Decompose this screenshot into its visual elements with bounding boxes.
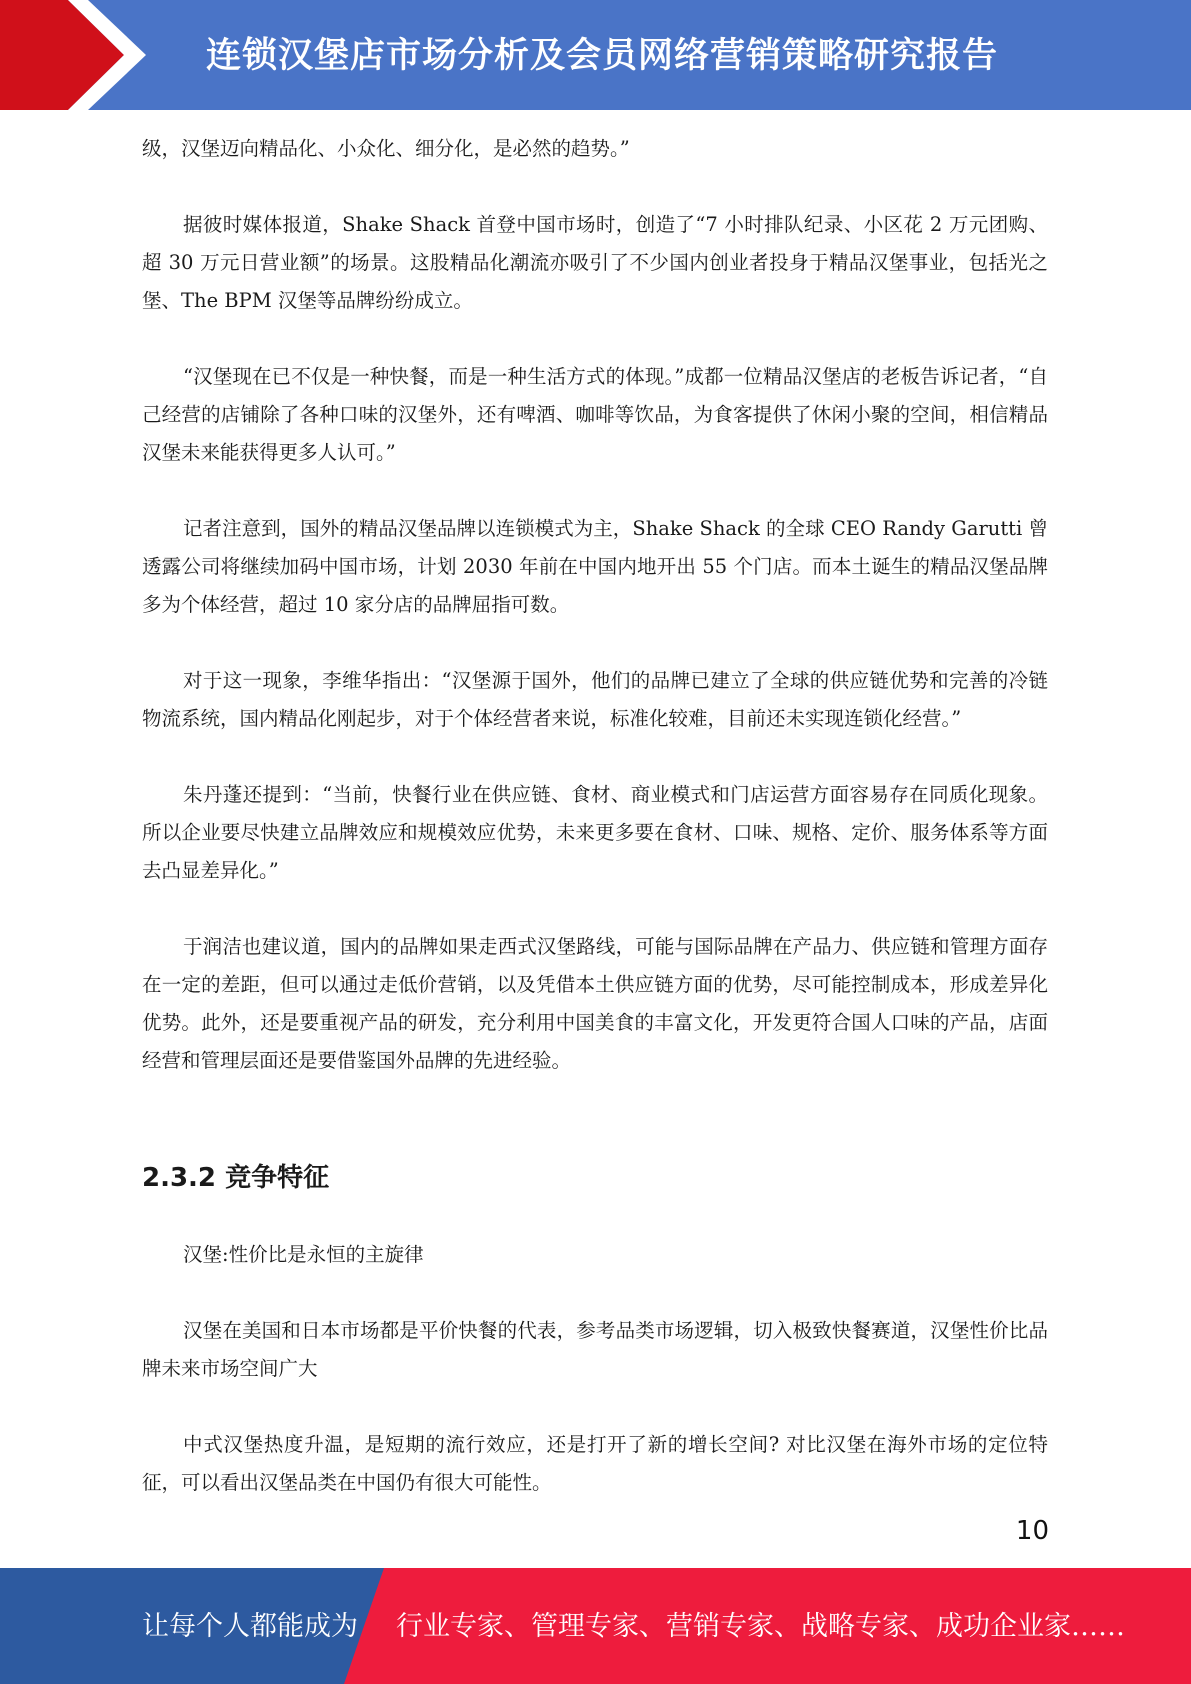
paragraph: 中式汉堡热度升温，是短期的流行效应，还是打开了新的增长空间? 对比汉堡在海外市场的定位特征，可以看出汉堡品类在中国仍有很大可能性。 xyxy=(142,1433,1048,1494)
paragraph: 记者注意到，国外的精品汉堡品牌以连锁模式为主，Shake Shack 的全球 CEO Randy Garutti 曾透露公司将继续加码中国市场，计划 2030 年前在中国内地开出 55 个门店。而本土诞生的精品汉堡品牌多为个体经营，超过 10 家分店的品牌屈指可数。 xyxy=(142,517,1048,616)
paragraph: 对于这一现象，李维华指出：“汉堡源于国外，他们的品牌已建立了全球的供应链优势和完善的冷链物流系统，国内精品化刚起步，对于个体经营者来说，标准化较难，目前还未实现连锁化经营。” xyxy=(142,669,1048,730)
page-footer xyxy=(0,1568,1191,1684)
paragraph: 汉堡:性价比是永恒的主旋律 xyxy=(183,1243,424,1266)
paragraph: 据彼时媒体报道，Shake Shack 首登中国市场时，创造了“7 小时排队纪录、小区花 2 万元团购、超 30 万元日营业额”的场景。这股精品化潮流亦吸引了不少国内创业者投身于精品汉堡事业，包括光之堡、The BPM 汉堡等品牌纷纷成立。 xyxy=(142,213,1048,312)
paragraph: “汉堡现在已不仅是一种快餐，而是一种生活方式的体现。”成都一位精品汉堡店的老板告诉记者，“自己经营的店铺除了各种口味的汉堡外，还有啤酒、咖啡等饮品，为食客提供了休闲小聚的空间，相信精品汉堡未来能获得更多人认可。” xyxy=(142,365,1048,464)
paragraph: 汉堡在美国和日本市场都是平价快餐的代表，参考品类市场逻辑，切入极致快餐赛道，汉堡性价比品牌未来市场空间广大 xyxy=(142,1319,1048,1380)
document-title: 连锁汉堡店市场分析及会员网络营销策略研究报告 xyxy=(206,36,999,76)
section-heading: 2.3.2 竞争特征 xyxy=(142,1163,330,1193)
paragraph: 于润洁也建议道，国内的品牌如果走西式汉堡路线，可能与国际品牌在产品力、供应链和管理方面存在一定的差距，但可以通过走低价营销，以及凭借本土供应链方面的优势，尽可能控制成本，形成差异化优势。此外，还是要重视产品的研发，充分利用中国美食的丰富文化，开发更符合国人口味的产品，店面经营和管理层面还是要借鉴国外品牌的先进经验。 xyxy=(142,935,1048,1072)
body-content xyxy=(142,130,1048,1118)
section-content xyxy=(142,1236,1048,1540)
page-number: 10 xyxy=(1015,1516,1049,1546)
footer-slogan-left: 让每个人都能成为 xyxy=(142,1611,358,1642)
footer-slogan-right: 行业专家、管理专家、营销专家、战略专家、成功企业家…… xyxy=(396,1611,1125,1642)
paragraph: 朱丹蓬还提到：“当前，快餐行业在供应链、食材、商业模式和门店运营方面容易存在同质化现象。所以企业要尽快建立品牌效应和规模效应优势，未来更多要在食材、口味、规格、定价、服务体系等方面去凸显差异化。” xyxy=(142,783,1048,882)
header-arrow-decoration xyxy=(0,0,160,110)
paragraph: 级，汉堡迈向精品化、小众化、细分化，是必然的趋势。” xyxy=(142,137,630,160)
page-header xyxy=(0,0,1191,110)
